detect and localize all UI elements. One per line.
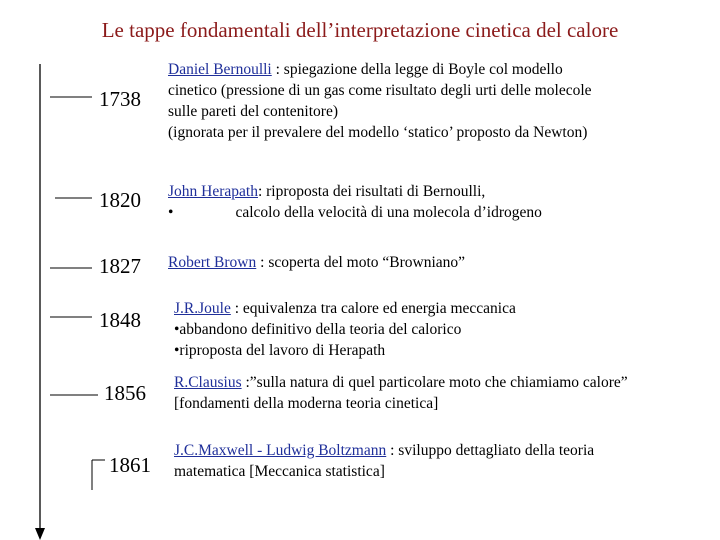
year-1861: 1861: [109, 453, 151, 477]
timeline-arrowhead: [35, 528, 45, 540]
entry-1827: Robert Brown : scoperta del moto “Browniano”: [168, 254, 466, 271]
scientist-name: R.Clausius: [174, 374, 242, 391]
year-1856: 1856: [104, 381, 146, 405]
page-title: Le tappe fondamentali dell’interpretazione cinetica del calore: [101, 18, 619, 42]
entry-1848: J.R.Joule : equivalenza tra calore ed energia meccanica •abbandono definitivo della teoria del calorico •riproposta del lavoro di Herapath: [174, 300, 516, 359]
entry-1861: J.C.Maxwell - Ludwig Boltzmann : sviluppo dettagliato della teoria matematica [Meccanica statistica]: [174, 442, 595, 480]
year-1848: 1848: [99, 308, 141, 332]
year-1820: 1820: [99, 188, 141, 212]
entry-1856: R.Clausius :”sulla natura di quel particolare moto che chiamiamo calore” [fondamenti della moderna teoria cinetica]: [174, 374, 628, 412]
year-1827: 1827: [99, 254, 141, 278]
scientist-name: Robert Brown: [168, 254, 257, 271]
scientist-name: J.R.Joule: [174, 300, 231, 317]
bullet: •: [168, 204, 174, 221]
scientist-name: J.C.Maxwell - Ludwig Boltzmann: [174, 442, 387, 459]
scientist-name: Daniel Bernoulli: [168, 61, 272, 78]
scientist-name: John Herapath: [168, 183, 258, 200]
entry-1820: John Herapath: riproposta dei risultati di Bernoulli, • calcolo della velocità di una molecola d’idrogeno: [168, 183, 542, 221]
entry-1738: Daniel Bernoulli : spiegazione della legge di Boyle col modello cinetico (pressione di un gas come risultato degli urti delle molecole sulle pareti del contenitore) (ignorata per il prevalere del modello ‘statico’ proposto da Newton): [168, 61, 592, 141]
year-1738: 1738: [99, 87, 141, 111]
